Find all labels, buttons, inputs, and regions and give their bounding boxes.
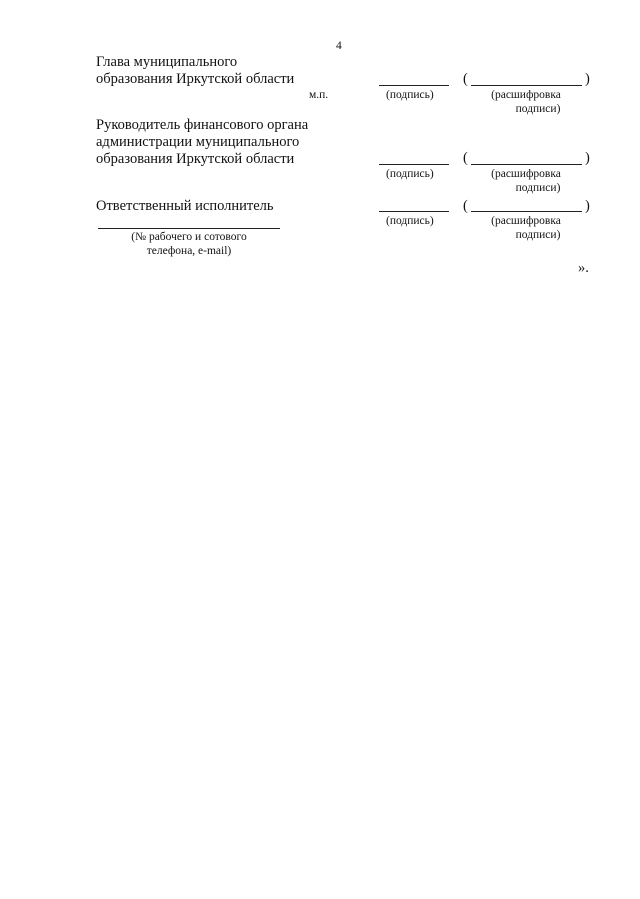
block-3-decode-line bbox=[471, 211, 582, 212]
block-2-decode-close-paren: ) bbox=[585, 150, 590, 166]
block-1-decode-line bbox=[471, 85, 582, 86]
block-3-signature-label: (подпись) bbox=[386, 215, 434, 227]
block-3-decode-label-line-2: подписи) bbox=[515, 229, 561, 241]
block-2-decode-label-line-2: подписи) bbox=[515, 182, 561, 194]
block-3-decode-open-paren: ( bbox=[463, 198, 468, 214]
block-2-title-line-2: администрации муниципального bbox=[96, 134, 300, 150]
block-3-decode-close-paren: ) bbox=[585, 198, 590, 214]
block-2-signature-label: (подпись) bbox=[386, 168, 434, 180]
page-number: 4 bbox=[336, 40, 342, 52]
block-2-signature-line bbox=[379, 164, 449, 165]
block-1-decode-open-paren: ( bbox=[463, 71, 468, 87]
block-1-decode-close-paren: ) bbox=[585, 71, 590, 87]
block-1-signature-line bbox=[379, 85, 449, 86]
block-3-decode-label-line-1: (расшифровка bbox=[491, 215, 561, 227]
block-2-decode-line bbox=[471, 164, 582, 165]
block-3-contact-label-line-2: телефона, e-mail) bbox=[146, 245, 232, 257]
block-1-decode-label-line-2: подписи) bbox=[515, 103, 561, 115]
block-1-signature-label: (подпись) bbox=[386, 89, 434, 101]
block-1-stamp-label: м.п. bbox=[309, 89, 329, 101]
block-3-contact-line bbox=[98, 228, 280, 229]
block-1-decode-label-line-1: (расшифровка bbox=[491, 89, 561, 101]
block-2-title-line-3: образования Иркутской области bbox=[96, 151, 295, 167]
block-2-decode-open-paren: ( bbox=[463, 150, 468, 166]
block-3-contact-label-line-1: (№ рабочего и сотового bbox=[131, 231, 247, 243]
block-2-title-line-1: Руководитель финансового органа bbox=[96, 117, 309, 133]
block-3-signature-line bbox=[379, 211, 449, 212]
block-3-title-line-1: Ответственный исполнитель bbox=[96, 198, 274, 214]
block-1-title-line-1: Глава муниципального bbox=[96, 54, 238, 70]
closing-quote-mark: ». bbox=[578, 260, 589, 276]
block-2-decode-label-line-1: (расшифровка bbox=[491, 168, 561, 180]
block-1-title-line-2: образования Иркутской области bbox=[96, 71, 295, 87]
